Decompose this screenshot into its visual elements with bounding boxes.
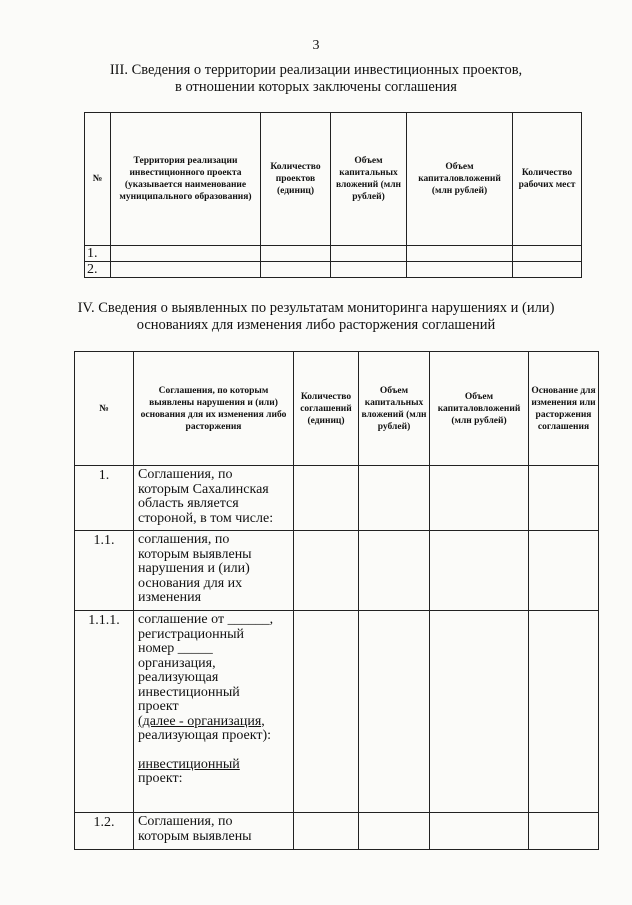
violations-table-header: [75, 352, 599, 466]
table-cell: [430, 813, 529, 850]
description-line: проект:: [138, 771, 183, 786]
description-line: номер _____: [138, 641, 213, 656]
description-line: нарушения и (или): [138, 561, 250, 576]
table-cell: [359, 466, 430, 531]
row-number: 1.1.: [75, 531, 134, 611]
table-cell: [513, 262, 582, 278]
table-row: [85, 262, 582, 278]
col-header-jobs: Количество рабочих мест: [513, 113, 582, 246]
description-line: область является: [138, 496, 239, 511]
table-cell: [529, 813, 599, 850]
description-line: которым выявлены: [138, 546, 252, 562]
col-header-agreements: Соглашения, по которым выявлены нарушения и (или) основания для их изменения либо расторжения: [134, 352, 294, 466]
row-number: 1.2.: [75, 813, 134, 850]
violations-table: [74, 351, 599, 850]
description-line: основания для их: [138, 575, 243, 591]
row-description: [134, 813, 294, 850]
table-cell: [294, 611, 359, 813]
table-cell: [294, 531, 359, 611]
table-cell: [294, 466, 359, 531]
description-line: Соглашения, по: [138, 467, 233, 482]
description-line: которым выявлены: [138, 828, 252, 844]
col-header-project-count: Количество проектов (единиц): [261, 113, 331, 246]
table-cell: [407, 262, 513, 278]
page-number: 3: [312, 38, 320, 53]
table-cell: [261, 246, 331, 262]
table-row: [85, 246, 582, 262]
col-header-agreement-count: Количество соглашений (единиц): [294, 352, 359, 466]
table-cell: [430, 466, 529, 531]
table-cell: [111, 262, 261, 278]
row-number: 1.1.1.: [75, 611, 134, 813]
table-cell: [407, 246, 513, 262]
table-cell: [430, 531, 529, 611]
territory-table-header: [85, 113, 582, 246]
territory-table: [84, 112, 582, 278]
row-description: [134, 531, 294, 611]
table-cell: [359, 611, 430, 813]
col-header-capital-investments: Объем капиталовложений (млн рублей): [430, 352, 529, 466]
description-line: стороной, в том числе:: [138, 510, 274, 526]
table-cell: [331, 246, 407, 262]
description-line: инвестиционный: [138, 756, 240, 772]
col-header-number: №: [75, 352, 134, 466]
table-row: [75, 611, 599, 813]
table-cell: [359, 531, 430, 611]
row-description: [134, 611, 294, 813]
table-cell: [430, 611, 529, 813]
table-cell: [294, 813, 359, 850]
row-number: 1.: [75, 466, 134, 531]
description-line: которым Сахалинская: [138, 481, 269, 497]
description-line: реализующая: [138, 670, 219, 685]
section-4-heading: [0, 300, 632, 334]
section-4-heading-line-2: основаниях для изменения либо расторжения соглашений: [136, 317, 496, 333]
col-header-number: №: [85, 113, 111, 246]
table-cell: [529, 466, 599, 531]
description-line: [138, 744, 289, 758]
table-cell: [513, 246, 582, 262]
section-3-heading: [0, 62, 632, 96]
table-row: [75, 531, 599, 611]
description-line: реализующая проект):: [138, 728, 271, 743]
description-line: (далее - организация,: [138, 713, 265, 729]
col-header-capital-investment: Объем капитальных вложений (млн рублей): [359, 352, 430, 466]
row-description: [134, 466, 294, 531]
col-header-grounds: Основание для изменения или расторжения соглашения: [529, 352, 599, 466]
description-line: изменения: [138, 590, 202, 605]
table-cell: [111, 246, 261, 262]
description-line: регистрационный: [138, 626, 245, 642]
description-line: соглашение от ______,: [138, 612, 274, 627]
col-header-territory: Территория реализации инвестиционного проекта (указывается наименование муниципального образования): [111, 113, 261, 246]
description-line: Соглашения, по: [138, 814, 233, 829]
table-cell: [359, 813, 430, 850]
section-4-heading-line-1: IV. Сведения о выявленных по результатам мониторинга нарушениях и (или): [77, 300, 555, 316]
table-cell: [529, 611, 599, 813]
row-number: 1.: [85, 246, 111, 262]
section-3-heading-line-2: в отношении которых заключены соглашения: [175, 79, 457, 95]
table-cell: [331, 262, 407, 278]
description-line: проект: [138, 699, 179, 714]
section-3-heading-line-1: III. Сведения о территории реализации инвестиционных проектов,: [109, 62, 523, 78]
description-line: соглашения, по: [138, 532, 230, 547]
table-row: [75, 813, 599, 850]
col-header-capital-investment: Объем капитальных вложений (млн рублей): [331, 113, 407, 246]
table-row: [75, 466, 599, 531]
table-cell: [529, 531, 599, 611]
description-line: инвестиционный: [138, 684, 240, 700]
description-line: организация,: [138, 655, 216, 671]
row-number: 2.: [85, 262, 111, 278]
table-cell: [261, 262, 331, 278]
col-header-capital-investments: Объем капиталовложений (млн рублей): [407, 113, 513, 246]
